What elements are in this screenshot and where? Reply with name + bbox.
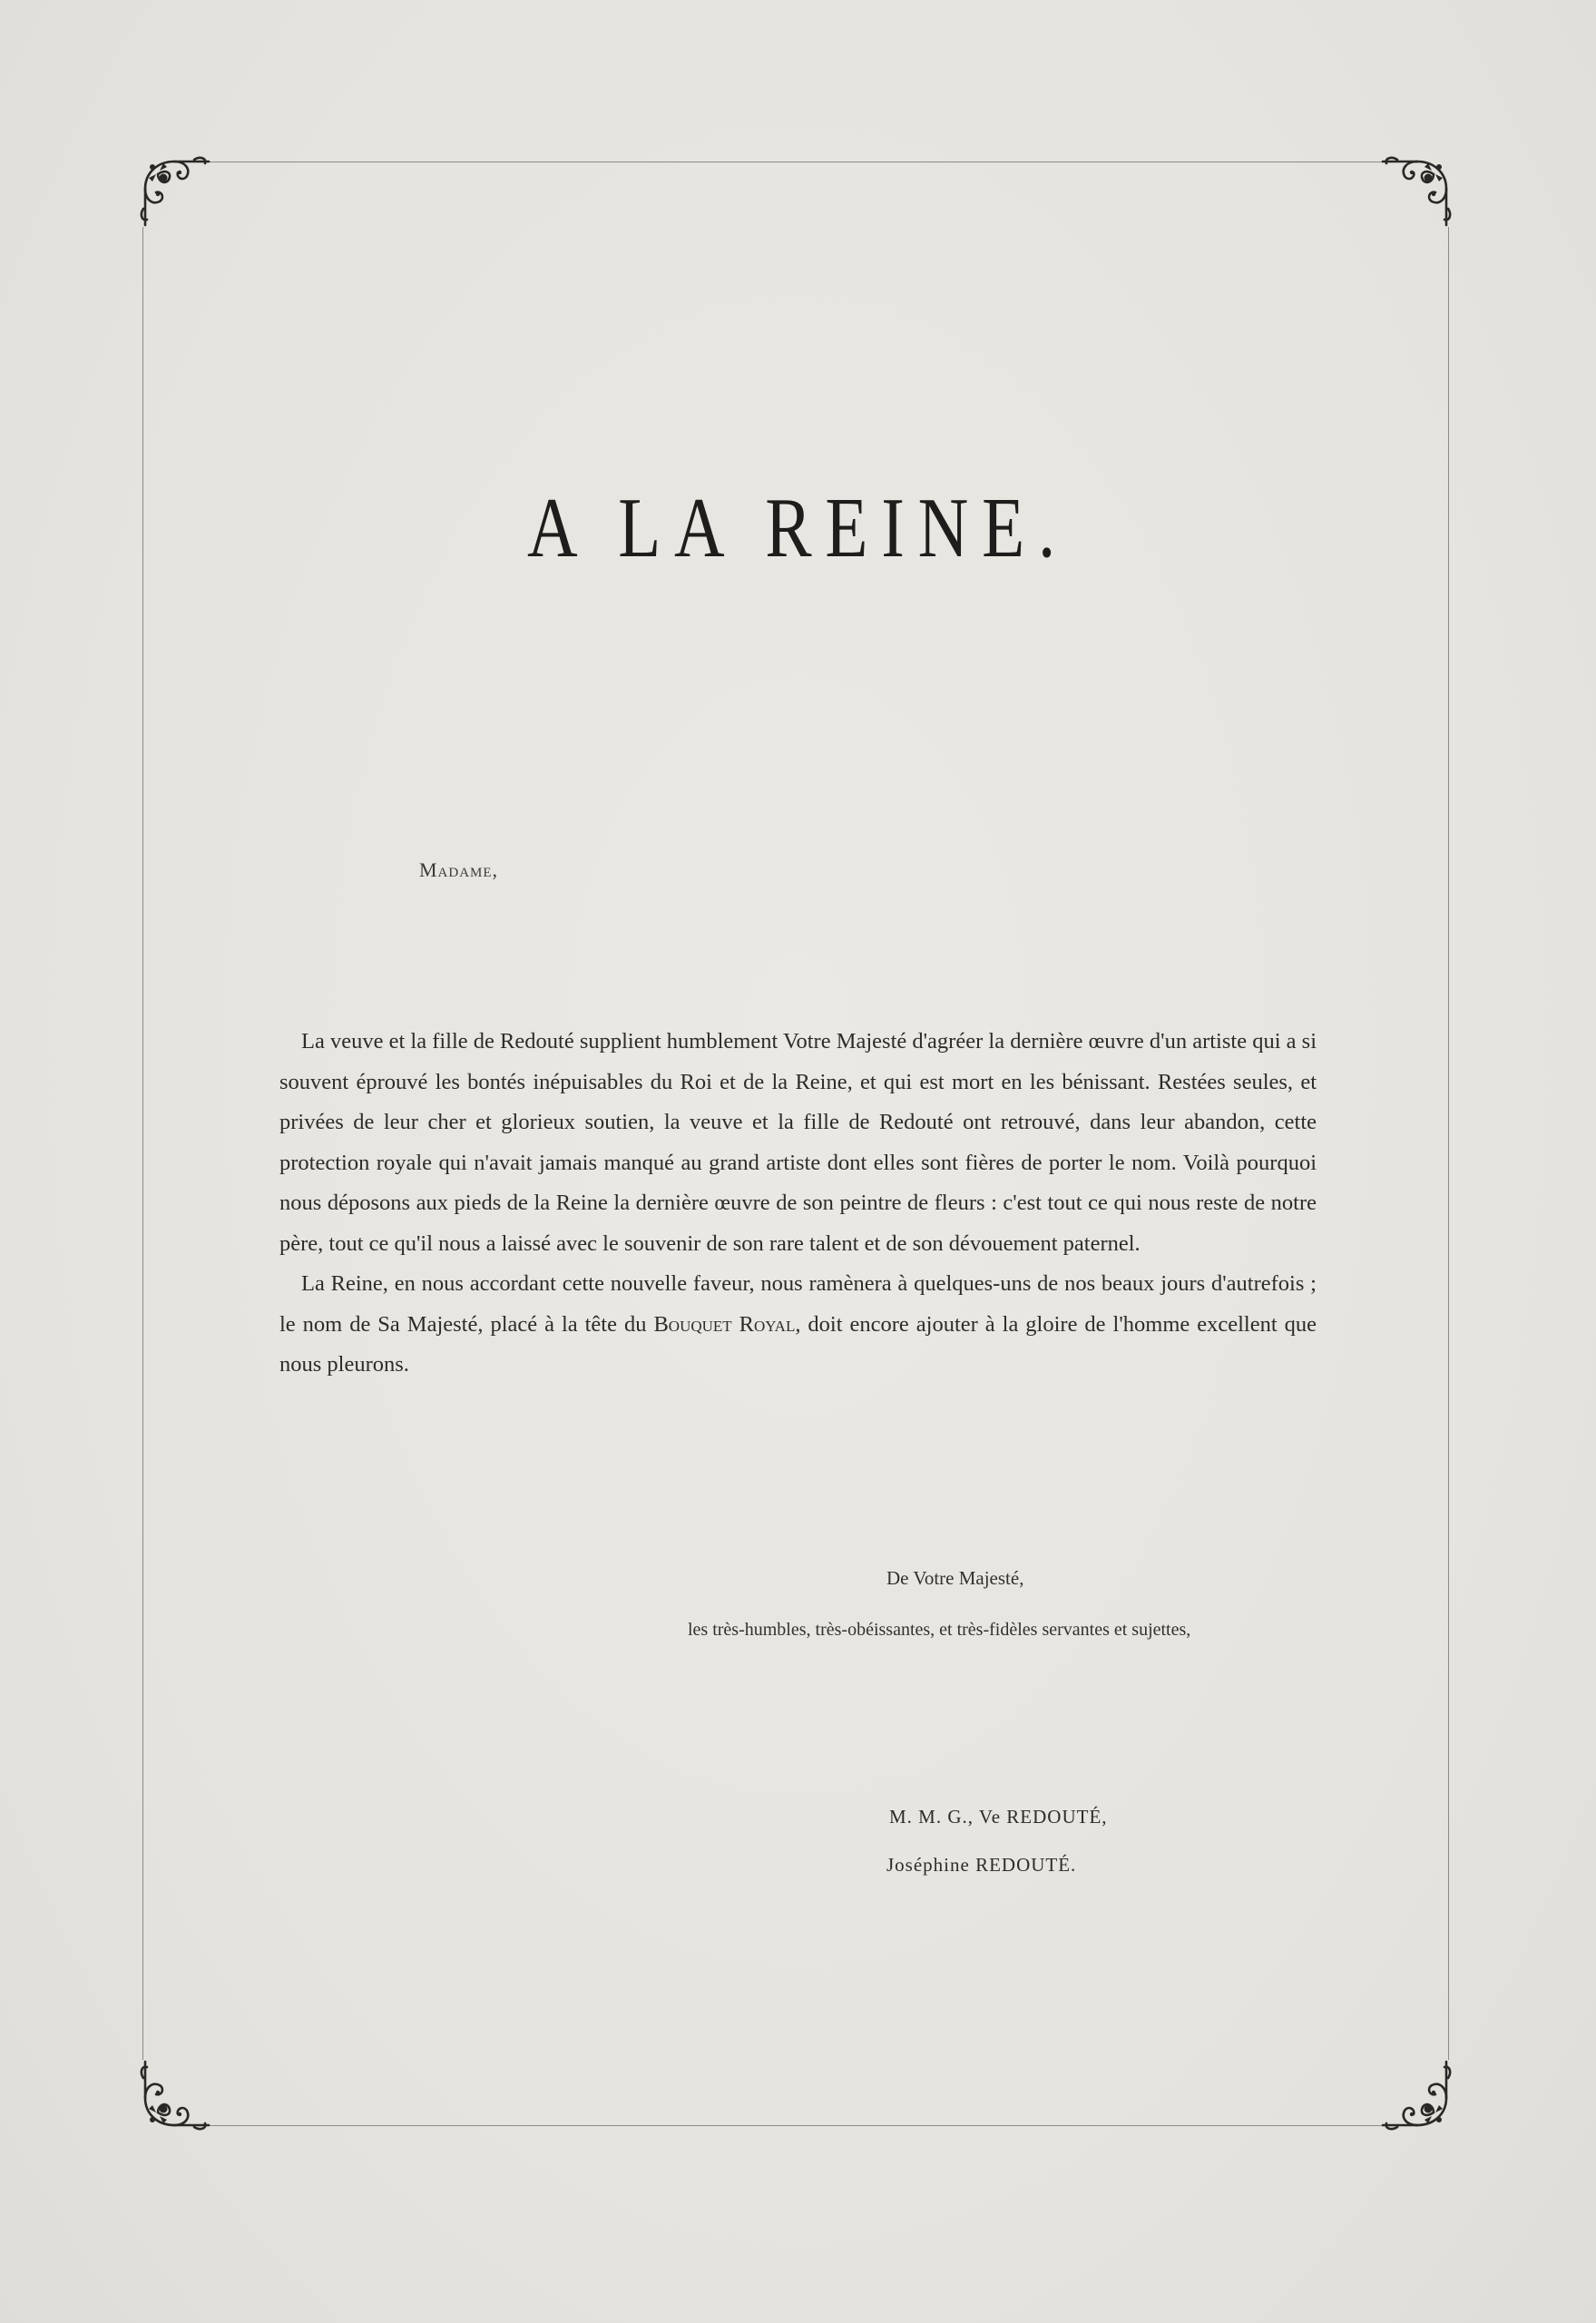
paragraph-2-text-end: , doit encore ajouter à la gloire de l'homme excellent que nous pleurons. [279,1311,1317,1377]
paragraph-1-text: La veuve et la fille de Redouté supplient humblement Votre Majesté d'agréer la dernière œuvre d'un artiste qui a si souvent éprouvé les bontés inépuisables du Roi et de la Reine, et qui est mort en les bénissant. Restées seules, et privées de leur cher et glorieux soutien, la veuve et la fille de Redouté ont retrouvé, dans leur abandon, cette protection royale qui n'avait jamais manqué au grand artiste dont elles sont fières de porter le nom. Voilà pourquoi nous déposons aux pieds de la Reine la dernière œuvre de son peintre de fleurs : c'est tout ce qui nous reste de notre père, tout ce qu'il nous a laissé avec le souvenir de son rare talent et de son dévouement paternel. [279,1029,1317,1256]
paragraph-1 [279,1022,1317,1264]
letter-body [279,1022,1317,1386]
corner-ornament-icon [138,152,216,230]
salutation: Madame, [419,858,499,881]
closing-line-1: De Votre Majesté, [886,1567,1024,1589]
corner-ornament-icon [1376,2056,1454,2134]
frame-border-bottom [209,2125,1388,2126]
paragraph-2-text-start: La Reine, en nous accordant cette nouvelle faveur, nous ramènera à quelques-uns de nos beaux jours d'autrefois ; le nom de Sa Majesté, placé à la tête du [279,1271,1317,1337]
signature-line-2: Joséphine REDOUTÉ. [886,1854,1077,1876]
book-title-emphasis: Bouquet Royal [653,1311,796,1337]
closing-line-2: les très-humbles, très-obéissantes, et très-fidèles servantes et sujettes, [688,1620,1191,1640]
page-title: A LA REINE. [526,481,1069,575]
signature-line-1: M. M. G., Ve REDOUTÉ, [889,1806,1108,1828]
corner-ornament-icon [1376,152,1454,230]
paragraph-2 [279,1264,1317,1386]
corner-ornament-icon [138,2056,216,2134]
